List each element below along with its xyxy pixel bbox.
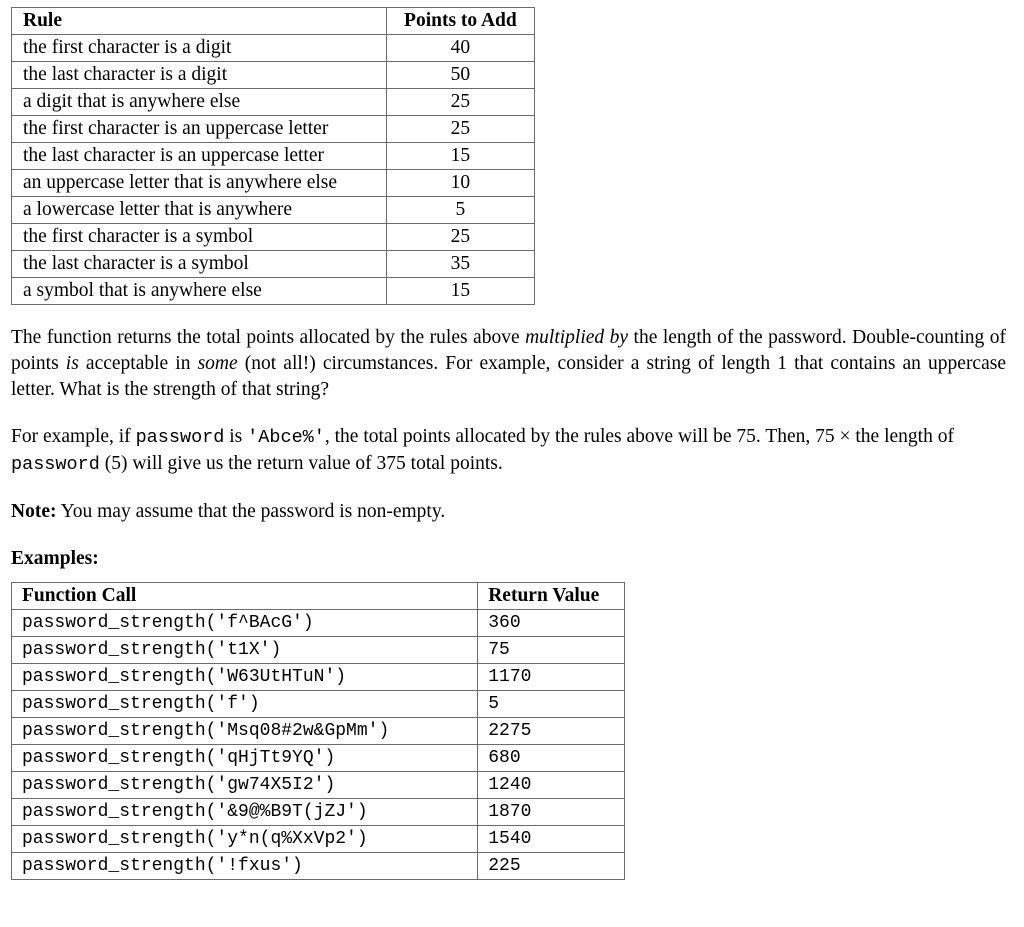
- emphasis-text: is: [65, 353, 79, 374]
- return-value-cell: 1540: [478, 826, 625, 853]
- text-span: is: [224, 426, 248, 447]
- points-cell: 15: [386, 278, 534, 305]
- text-span: , the total points allocated by the rules above will be 75. Then, 75 × the length of: [324, 426, 954, 447]
- examples-header-return: Return Value: [478, 583, 625, 610]
- table-row: [12, 251, 535, 278]
- function-call-cell: password_strength('qHjTt9YQ'): [12, 745, 478, 772]
- text-span: (not all!) circumstances. For example, consider a string of length 1 that contains an uppercase letter. What is the strength of that string?: [11, 353, 1006, 400]
- text-span: the length of the password. Double-counting of points: [11, 327, 1006, 374]
- note-paragraph: [11, 499, 1006, 525]
- function-call-cell: password_strength('y*n(q%XxVp2'): [12, 826, 478, 853]
- function-call-cell: password_strength('!fxus'): [12, 853, 478, 880]
- table-row: [12, 143, 535, 170]
- examples-heading: Examples:: [11, 548, 99, 569]
- table-row: [12, 718, 625, 745]
- points-cell: 25: [386, 89, 534, 116]
- table-row: [12, 170, 535, 197]
- rules-table: [11, 7, 535, 305]
- note-text: You may assume that the password is non-empty.: [56, 501, 446, 522]
- table-row: [12, 224, 535, 251]
- return-value-cell: 2275: [478, 718, 625, 745]
- points-cell: 35: [386, 251, 534, 278]
- rule-cell: a digit that is anywhere else: [12, 89, 387, 116]
- examples-table-header: [12, 583, 625, 610]
- table-row: [12, 197, 535, 224]
- table-row: [12, 278, 535, 305]
- return-value-cell: 360: [478, 610, 625, 637]
- points-cell: 40: [386, 35, 534, 62]
- rule-cell: the first character is a digit: [12, 35, 387, 62]
- rule-cell: a lowercase letter that is anywhere: [12, 197, 387, 224]
- text-span: acceptable in: [78, 353, 198, 374]
- rule-cell: the first character is a symbol: [12, 224, 387, 251]
- note-label: Note:: [11, 501, 57, 522]
- table-row: [12, 89, 535, 116]
- rule-cell: the last character is a symbol: [12, 251, 387, 278]
- table-row: [12, 35, 535, 62]
- points-cell: 15: [386, 143, 534, 170]
- rule-cell: the last character is a digit: [12, 62, 387, 89]
- function-call-cell: password_strength('gw74X5I2'): [12, 772, 478, 799]
- function-call-cell: password_strength('W63UtHTuN'): [12, 664, 478, 691]
- rule-cell: an uppercase letter that is anywhere else: [12, 170, 387, 197]
- table-row: [12, 62, 535, 89]
- text-span: (5) will give us the return value of 375 total points.: [99, 453, 503, 474]
- rule-cell: a symbol that is anywhere else: [12, 278, 387, 305]
- rule-cell: the last character is an uppercase letter: [12, 143, 387, 170]
- function-call-cell: password_strength('&9@%B9T(jZJ'): [12, 799, 478, 826]
- examples-header-call: Function Call: [12, 583, 478, 610]
- table-row: [12, 664, 625, 691]
- table-row: [12, 116, 535, 143]
- code-text: 'Abce%': [247, 427, 325, 448]
- table-row: [12, 637, 625, 664]
- rules-header-rule: Rule: [12, 8, 387, 35]
- points-cell: 25: [386, 116, 534, 143]
- points-cell: 10: [386, 170, 534, 197]
- table-row: [12, 799, 625, 826]
- return-value-cell: 1240: [478, 772, 625, 799]
- points-cell: 5: [386, 197, 534, 224]
- table-row: [12, 772, 625, 799]
- text-span: For example, if: [11, 426, 136, 447]
- description-paragraph: [11, 325, 1006, 403]
- return-value-cell: 225: [478, 853, 625, 880]
- return-value-cell: 1170: [478, 664, 625, 691]
- function-call-cell: password_strength('Msq08#2w&GpMm'): [12, 718, 478, 745]
- rules-header-points: Points to Add: [386, 8, 534, 35]
- function-call-cell: password_strength('f^BAcG'): [12, 610, 478, 637]
- table-row: [12, 610, 625, 637]
- table-row: [12, 745, 625, 772]
- table-row: [12, 691, 625, 718]
- function-call-cell: password_strength('t1X'): [12, 637, 478, 664]
- rule-cell: the first character is an uppercase letter: [12, 116, 387, 143]
- rules-table-header: [12, 8, 535, 35]
- code-text: password: [11, 454, 100, 475]
- return-value-cell: 5: [478, 691, 625, 718]
- emphasis-text: some: [197, 353, 238, 374]
- function-call-cell: password_strength('f'): [12, 691, 478, 718]
- return-value-cell: 75: [478, 637, 625, 664]
- table-row: [12, 853, 625, 880]
- table-row: [12, 826, 625, 853]
- return-value-cell: 1870: [478, 799, 625, 826]
- example-paragraph: [11, 424, 1006, 478]
- return-value-cell: 680: [478, 745, 625, 772]
- emphasis-text: multiplied by: [525, 327, 629, 348]
- text-span: The function returns the total points allocated by the rules above: [11, 327, 526, 348]
- points-cell: 25: [386, 224, 534, 251]
- document-page: [11, 7, 1006, 880]
- points-cell: 50: [386, 62, 534, 89]
- code-text: password: [135, 427, 225, 448]
- examples-table: [11, 582, 625, 880]
